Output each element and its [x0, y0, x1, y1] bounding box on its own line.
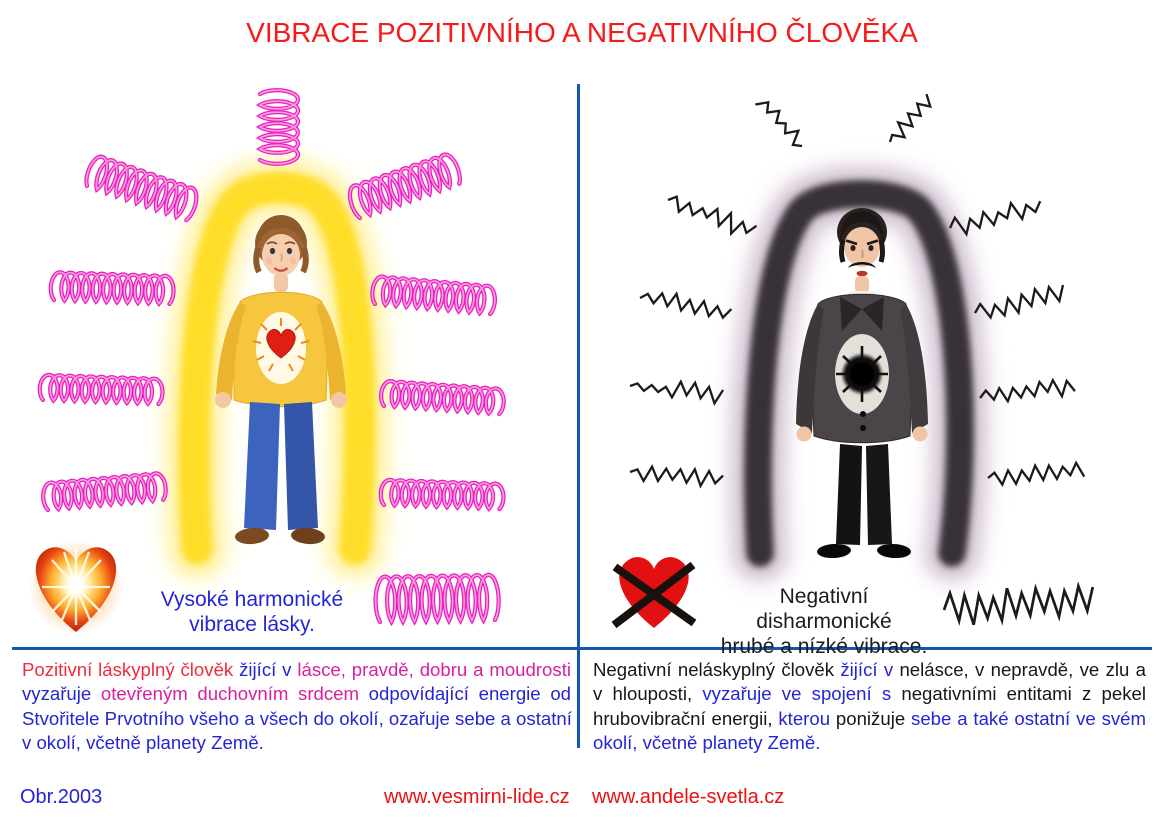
page-title: VIBRACE POZITIVNÍHO A NEGATIVNÍHO ČLOVĚKA — [246, 17, 918, 48]
text-run: odpovídající energie od — [368, 683, 572, 705]
text-run: žijící v — [239, 659, 298, 680]
negative-person-figure — [796, 208, 928, 559]
vibration-coil-icon — [346, 152, 463, 219]
text-run: kterou — [778, 707, 836, 729]
paragraph-line — [593, 707, 1146, 731]
eye — [287, 248, 292, 254]
vibration-coil-icon — [371, 276, 496, 315]
dark-chest-heart-icon — [843, 355, 881, 393]
trousers-left — [836, 444, 862, 545]
text-run: ponižuje — [835, 707, 912, 729]
text-run: v okolí, včetně planety Země. — [22, 731, 264, 753]
vibration-coil-icon — [380, 480, 504, 510]
dark-heart-spikes — [836, 346, 888, 402]
collar — [846, 291, 878, 310]
hand — [797, 427, 812, 442]
vibration-coil-icon — [375, 575, 499, 622]
arm-right — [900, 304, 928, 433]
mouth — [275, 268, 288, 271]
text-run: lásce, pravdě, dobru a moudrosti — [297, 659, 571, 680]
shoe — [234, 527, 269, 545]
text-run: vyzařuje ve spojení s — [702, 683, 902, 705]
crossed-out-heart-icon — [614, 557, 694, 628]
vibration-coil-icon — [380, 381, 504, 415]
shoe — [877, 543, 912, 559]
vibration-scribble-icon — [948, 196, 1044, 237]
shoe — [817, 543, 852, 559]
positive-caption — [148, 587, 356, 637]
face — [844, 227, 880, 267]
vibration-scribble-icon — [755, 95, 807, 151]
hand — [331, 392, 347, 408]
vibration-coil-icon — [260, 90, 298, 164]
positive-paragraph — [22, 658, 571, 755]
face — [262, 234, 300, 276]
vibration-scribble-icon — [885, 93, 936, 147]
text-run: hrubovibrační energii, — [593, 707, 779, 729]
suit-jacket — [810, 294, 914, 443]
hair-front — [840, 211, 884, 244]
text-run: negativními entitami z pekel — [901, 683, 1146, 705]
positive-aura — [194, 188, 360, 550]
hair-side-right — [303, 248, 306, 272]
negative-aura — [758, 194, 960, 553]
vibration-scribble-icon — [943, 582, 1095, 626]
vibration-scribble-icon — [665, 191, 758, 240]
paragraph-line — [593, 658, 1146, 682]
text-run: vyzařuje — [22, 683, 101, 705]
website-link-vesmirni-lide[interactable]: www.vesmirni-lide.cz — [384, 786, 570, 808]
paragraph-line — [593, 731, 1146, 755]
yellow-sweater — [234, 292, 328, 407]
arm-left — [796, 304, 824, 433]
hand — [913, 427, 928, 442]
trousers-right — [866, 444, 892, 545]
vibration-coil-icon — [84, 154, 201, 221]
chest-heart-icon — [267, 329, 295, 358]
arm-right — [316, 302, 346, 400]
text-run: žijící v — [840, 659, 900, 680]
vibration-coil-icon — [42, 473, 167, 511]
shoe — [290, 527, 325, 545]
positive-person-figure — [215, 215, 347, 545]
caption-line: vibrace lásky. — [189, 613, 315, 636]
text-run: Pozitivní láskyplný člověk — [22, 659, 240, 680]
heart-rays — [253, 318, 309, 371]
starburst — [42, 547, 110, 625]
hand — [215, 392, 231, 408]
jeans-left — [244, 402, 280, 530]
hair-side-left — [256, 248, 259, 272]
hair-front — [255, 215, 307, 252]
vibration-coil-icon — [50, 272, 174, 304]
vibration-scribble-icon — [987, 461, 1084, 486]
text-run: okolí, včetně planety Země. — [593, 731, 821, 753]
text-run: v hlouposti, — [593, 683, 703, 705]
vibration-scribble-icon — [629, 376, 723, 404]
mustache — [848, 262, 876, 268]
tie — [858, 298, 866, 317]
paragraph-line — [593, 682, 1146, 706]
paragraph-line — [22, 682, 571, 706]
arm-left — [216, 302, 246, 400]
paragraph-line — [22, 731, 571, 755]
text-run: sebe a také ostatní ve svém — [911, 707, 1147, 729]
text-run: Negativní neláskyplný člověk — [593, 659, 841, 680]
vibration-coil-icon — [39, 375, 163, 405]
caption-line: hrubé a nízké vibrace. — [720, 635, 928, 658]
vibration-scribble-icon — [973, 283, 1067, 323]
jeans-right — [284, 402, 318, 530]
text-run: Stvořitele Prvotního všeho a všech do okolí, ozařuje sebe a ostatní — [22, 707, 572, 729]
mouth — [857, 271, 868, 277]
vibration-scribble-icon — [639, 288, 733, 319]
website-link-andele-svetla[interactable]: www.andele-svetla.cz — [592, 786, 785, 808]
negative-caption — [712, 584, 936, 659]
eye — [868, 245, 873, 251]
figure-number-label: Obr.2003 — [20, 786, 103, 808]
panel-divider-horizontal — [12, 647, 1152, 650]
caption-line: Vysoké harmonické — [160, 588, 344, 611]
neck — [274, 273, 288, 292]
hair-back — [837, 208, 887, 256]
text-run: otevřeným duchovním srdcem — [100, 683, 369, 705]
caption-line: Negativní disharmonické — [756, 585, 892, 633]
hair-back — [255, 218, 307, 268]
vibration-coils — [39, 90, 504, 622]
paragraph-line — [22, 707, 571, 731]
text-run: nelásce, v nepravdě, ve zlu a — [899, 659, 1146, 680]
vibration-scribble-icon — [979, 377, 1075, 407]
glowing-heart-icon — [29, 540, 123, 634]
vibration-scribble-icon — [629, 464, 723, 488]
neck — [855, 276, 869, 293]
paragraph-line — [22, 658, 571, 682]
eye — [850, 245, 855, 251]
negative-paragraph — [593, 658, 1146, 755]
eye — [270, 248, 275, 254]
vibration-scribbles — [629, 93, 1095, 627]
